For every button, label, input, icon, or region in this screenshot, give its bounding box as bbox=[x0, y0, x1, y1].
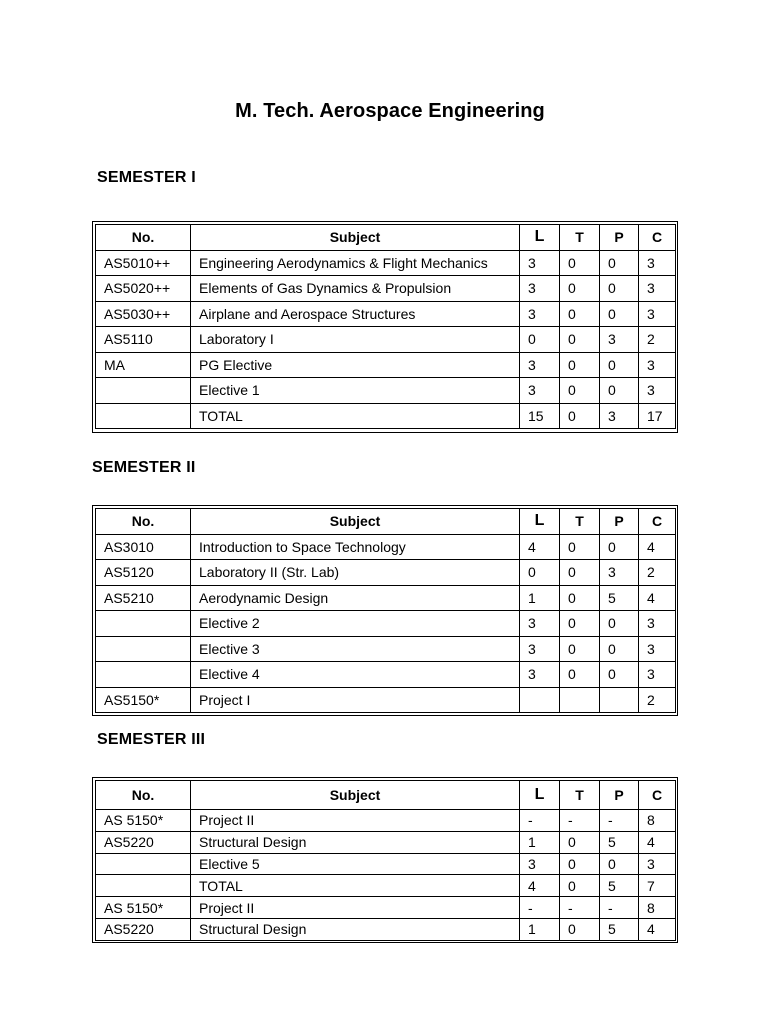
cell-t: 0 bbox=[560, 831, 600, 853]
cell-no: AS5110 bbox=[96, 327, 191, 353]
cell-c: 4 bbox=[639, 918, 676, 940]
table-row bbox=[96, 897, 676, 919]
cell-no: AS5220 bbox=[96, 831, 191, 853]
cell-p: 0 bbox=[600, 534, 639, 560]
cell-l: 1 bbox=[520, 585, 560, 611]
semester-table bbox=[95, 508, 676, 713]
cell-c: 2 bbox=[639, 327, 676, 353]
cell-p: 3 bbox=[600, 560, 639, 586]
cell-c: 8 bbox=[639, 897, 676, 919]
cell-p: 5 bbox=[600, 831, 639, 853]
column-header-no: No. bbox=[96, 225, 191, 251]
cell-subject: Airplane and Aerospace Structures bbox=[191, 301, 520, 327]
cell-no: AS5030++ bbox=[96, 301, 191, 327]
cell-subject: Project I bbox=[191, 687, 520, 713]
cell-subject: TOTAL bbox=[191, 875, 520, 897]
cell-l bbox=[520, 687, 560, 713]
cell-c: 3 bbox=[639, 662, 676, 688]
cell-l: 3 bbox=[520, 352, 560, 378]
column-header-p: P bbox=[600, 509, 639, 535]
cell-subject: PG Elective bbox=[191, 352, 520, 378]
table-row bbox=[96, 662, 676, 688]
column-header-c: C bbox=[639, 225, 676, 251]
table-row bbox=[96, 636, 676, 662]
cell-no bbox=[96, 662, 191, 688]
table-row bbox=[96, 585, 676, 611]
cell-t: - bbox=[560, 810, 600, 832]
cell-p: 3 bbox=[600, 327, 639, 353]
cell-p: 3 bbox=[600, 403, 639, 429]
cell-t: 0 bbox=[560, 327, 600, 353]
cell-c: 3 bbox=[639, 276, 676, 302]
page-title: M. Tech. Aerospace Engineering bbox=[235, 100, 545, 122]
cell-t: 0 bbox=[560, 636, 600, 662]
cell-no bbox=[96, 611, 191, 637]
table-header-row bbox=[96, 225, 676, 251]
cell-c: 3 bbox=[639, 611, 676, 637]
cell-p: 0 bbox=[600, 352, 639, 378]
cell-t: 0 bbox=[560, 378, 600, 404]
cell-no: AS 5150* bbox=[96, 810, 191, 832]
cell-c: 17 bbox=[639, 403, 676, 429]
cell-no: AS5120 bbox=[96, 560, 191, 586]
cell-subject: Elective 1 bbox=[191, 378, 520, 404]
cell-l: - bbox=[520, 810, 560, 832]
cell-no bbox=[96, 378, 191, 404]
cell-l: 3 bbox=[520, 662, 560, 688]
cell-t: 0 bbox=[560, 250, 600, 276]
column-header-no: No. bbox=[96, 781, 191, 810]
cell-c: 2 bbox=[639, 687, 676, 713]
cell-subject: Structural Design bbox=[191, 918, 520, 940]
cell-no bbox=[96, 853, 191, 875]
table-row bbox=[96, 276, 676, 302]
cell-subject: Elective 4 bbox=[191, 662, 520, 688]
cell-t: 0 bbox=[560, 560, 600, 586]
column-header-t: T bbox=[560, 225, 600, 251]
cell-l: 15 bbox=[520, 403, 560, 429]
cell-l: 3 bbox=[520, 636, 560, 662]
column-header-l: L bbox=[520, 781, 560, 810]
cell-p: 0 bbox=[600, 378, 639, 404]
semester-heading: SEMESTER III bbox=[97, 731, 206, 748]
cell-p: - bbox=[600, 810, 639, 832]
table-row bbox=[96, 378, 676, 404]
semester-table-frame bbox=[92, 777, 678, 943]
cell-p: 0 bbox=[600, 611, 639, 637]
cell-no: AS5020++ bbox=[96, 276, 191, 302]
table-row bbox=[96, 250, 676, 276]
column-header-t: T bbox=[560, 781, 600, 810]
semester-heading: SEMESTER I bbox=[97, 169, 196, 186]
cell-l: 4 bbox=[520, 875, 560, 897]
table-row bbox=[96, 403, 676, 429]
table-header-row bbox=[96, 509, 676, 535]
cell-l: 3 bbox=[520, 250, 560, 276]
column-header-l: L bbox=[520, 225, 560, 251]
cell-c: 3 bbox=[639, 378, 676, 404]
cell-subject: Project II bbox=[191, 810, 520, 832]
cell-p: - bbox=[600, 897, 639, 919]
cell-subject: Elective 3 bbox=[191, 636, 520, 662]
cell-c: 3 bbox=[639, 301, 676, 327]
column-header-c: C bbox=[639, 781, 676, 810]
cell-no: AS 5150* bbox=[96, 897, 191, 919]
semester-table-frame bbox=[92, 505, 678, 716]
table-row bbox=[96, 831, 676, 853]
cell-t: 0 bbox=[560, 853, 600, 875]
column-header-subject: Subject bbox=[191, 781, 520, 810]
cell-subject: Elements of Gas Dynamics & Propulsion bbox=[191, 276, 520, 302]
cell-c: 4 bbox=[639, 585, 676, 611]
table-row bbox=[96, 327, 676, 353]
cell-subject: Elective 2 bbox=[191, 611, 520, 637]
table-row bbox=[96, 918, 676, 940]
cell-l: 3 bbox=[520, 378, 560, 404]
cell-c: 2 bbox=[639, 560, 676, 586]
column-header-subject: Subject bbox=[191, 225, 520, 251]
cell-p: 0 bbox=[600, 636, 639, 662]
cell-subject: TOTAL bbox=[191, 403, 520, 429]
cell-p: 0 bbox=[600, 853, 639, 875]
table-row bbox=[96, 560, 676, 586]
cell-c: 3 bbox=[639, 853, 676, 875]
cell-p: 0 bbox=[600, 301, 639, 327]
table-row bbox=[96, 875, 676, 897]
cell-t: 0 bbox=[560, 875, 600, 897]
cell-l: 3 bbox=[520, 276, 560, 302]
semester-table bbox=[95, 780, 676, 941]
cell-no: AS5150* bbox=[96, 687, 191, 713]
cell-l: 3 bbox=[520, 611, 560, 637]
cell-l: 1 bbox=[520, 831, 560, 853]
table-row bbox=[96, 301, 676, 327]
cell-p: 0 bbox=[600, 662, 639, 688]
cell-c: 3 bbox=[639, 250, 676, 276]
semester-heading: SEMESTER II bbox=[92, 459, 196, 476]
table-row bbox=[96, 352, 676, 378]
cell-c: 8 bbox=[639, 810, 676, 832]
cell-no bbox=[96, 636, 191, 662]
cell-subject: Elective 5 bbox=[191, 853, 520, 875]
table-row bbox=[96, 687, 676, 713]
cell-t: 0 bbox=[560, 662, 600, 688]
cell-t bbox=[560, 687, 600, 713]
cell-l: - bbox=[520, 897, 560, 919]
cell-t: 0 bbox=[560, 352, 600, 378]
cell-t: 0 bbox=[560, 276, 600, 302]
table-row bbox=[96, 611, 676, 637]
cell-l: 3 bbox=[520, 853, 560, 875]
cell-no: AS5010++ bbox=[96, 250, 191, 276]
table-header-row bbox=[96, 781, 676, 810]
cell-t: 0 bbox=[560, 611, 600, 637]
cell-subject: Laboratory I bbox=[191, 327, 520, 353]
semester-table bbox=[95, 224, 676, 429]
cell-l: 0 bbox=[520, 327, 560, 353]
column-header-p: P bbox=[600, 781, 639, 810]
cell-t: 0 bbox=[560, 301, 600, 327]
cell-t: - bbox=[560, 897, 600, 919]
cell-p bbox=[600, 687, 639, 713]
cell-subject: Aerodynamic Design bbox=[191, 585, 520, 611]
cell-no bbox=[96, 875, 191, 897]
cell-no: AS5220 bbox=[96, 918, 191, 940]
cell-l: 1 bbox=[520, 918, 560, 940]
table-row bbox=[96, 534, 676, 560]
column-header-p: P bbox=[600, 225, 639, 251]
cell-subject: Laboratory II (Str. Lab) bbox=[191, 560, 520, 586]
column-header-l: L bbox=[520, 509, 560, 535]
column-header-c: C bbox=[639, 509, 676, 535]
cell-subject: Project II bbox=[191, 897, 520, 919]
cell-subject: Introduction to Space Technology bbox=[191, 534, 520, 560]
cell-t: 0 bbox=[560, 918, 600, 940]
cell-subject: Structural Design bbox=[191, 831, 520, 853]
column-header-subject: Subject bbox=[191, 509, 520, 535]
cell-c: 3 bbox=[639, 352, 676, 378]
cell-l: 4 bbox=[520, 534, 560, 560]
cell-no: MA bbox=[96, 352, 191, 378]
cell-p: 5 bbox=[600, 585, 639, 611]
cell-t: 0 bbox=[560, 585, 600, 611]
cell-subject: Engineering Aerodynamics & Flight Mechanics bbox=[191, 250, 520, 276]
cell-l: 0 bbox=[520, 560, 560, 586]
cell-t: 0 bbox=[560, 403, 600, 429]
cell-p: 0 bbox=[600, 276, 639, 302]
semester-table-frame bbox=[92, 221, 678, 433]
cell-c: 4 bbox=[639, 534, 676, 560]
cell-c: 7 bbox=[639, 875, 676, 897]
cell-no: AS3010 bbox=[96, 534, 191, 560]
cell-p: 0 bbox=[600, 250, 639, 276]
cell-c: 3 bbox=[639, 636, 676, 662]
cell-p: 5 bbox=[600, 875, 639, 897]
column-header-no: No. bbox=[96, 509, 191, 535]
cell-c: 4 bbox=[639, 831, 676, 853]
cell-t: 0 bbox=[560, 534, 600, 560]
table-row bbox=[96, 853, 676, 875]
cell-l: 3 bbox=[520, 301, 560, 327]
cell-p: 5 bbox=[600, 918, 639, 940]
cell-no: AS5210 bbox=[96, 585, 191, 611]
column-header-t: T bbox=[560, 509, 600, 535]
table-row bbox=[96, 810, 676, 832]
cell-no bbox=[96, 403, 191, 429]
